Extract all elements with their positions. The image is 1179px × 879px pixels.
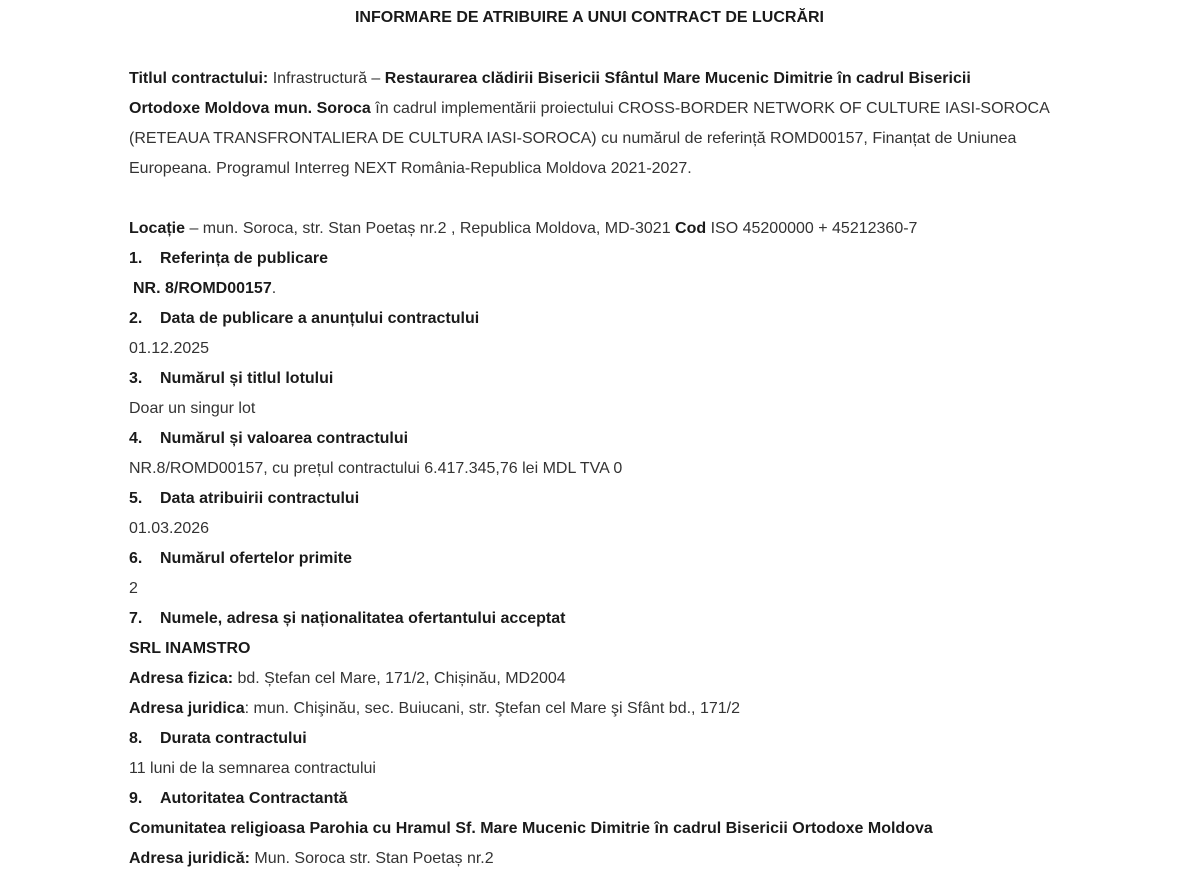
contract-type: Infrastructură – [268, 70, 385, 87]
section-7-company [129, 638, 1069, 668]
section-4-value: NR.8/ROMD00157, cu prețul contractului 6.417.345,76 lei MDL TVA 0 [129, 460, 623, 477]
section-5-heading [129, 488, 1069, 518]
document-title: INFORMARE DE ATRIBUIRE A UNUI CONTRACT DE LUCRĂRI [354, 9, 824, 26]
section-heading: Durata contractului [160, 730, 307, 747]
section-heading: Data de publicare a anunțului contractului [160, 310, 480, 327]
section-7-physical-address [129, 668, 1069, 698]
contract-title-label: Titlul contractului: [129, 70, 269, 87]
section-heading: Referința de publicare [160, 250, 329, 267]
publication-reference: NR. 8/ROMD00157 [133, 280, 272, 297]
section-8-value: 11 luni de la semnarea contractului [129, 760, 376, 777]
cod-label: Cod [675, 220, 707, 237]
legal-address-value: : mun. Chişinău, sec. Buiucani, str. Ştefan cel Mare şi Sfânt bd., 171/2 [244, 700, 740, 717]
section-number: 9. [129, 790, 143, 807]
section-number: 5. [129, 490, 143, 507]
authority-address-label: Adresa juridică: [129, 850, 250, 867]
physical-address-label: Adresa fizica: [129, 670, 234, 687]
document-body [129, 68, 1069, 878]
section-6-heading [129, 548, 1069, 578]
section-number: 7. [129, 610, 143, 627]
section-heading: Data atribuirii contractului [160, 490, 360, 507]
section-9-authority [129, 818, 1069, 848]
section-1-value [129, 278, 1069, 308]
section-number: 4. [129, 430, 143, 447]
section-number: 1. [129, 250, 143, 267]
section-9-heading [129, 788, 1069, 818]
contract-title-line-3: (RETEAUA TRANSFRONTALIERA DE CULTURA IASI-SOROCA) cu numărul de referință ROMD00157, Finanțat de Uniunea [129, 130, 1017, 147]
location-line [129, 218, 1069, 248]
legal-address-label: Adresa juridica [129, 700, 245, 717]
section-heading: Numele, adresa și naționalitatea ofertantului acceptat [160, 610, 566, 627]
contract-title-line-1 [129, 68, 1069, 98]
section-3-value: Doar un singur lot [129, 400, 256, 417]
section-heading: Numărul și titlul lotului [160, 370, 334, 387]
section-9-legal-address [129, 848, 1069, 878]
contract-title-line-2 [129, 98, 1069, 128]
physical-address-value: bd. Ștefan cel Mare, 171/2, Chișinău, MD2004 [233, 670, 566, 687]
section-4-heading [129, 428, 1069, 458]
authority-address-value: Mun. Soroca str. Stan Poetaș nr.2 [249, 850, 494, 867]
section-7-heading [129, 608, 1069, 638]
section-5-value: 01.03.2026 [129, 520, 210, 537]
contract-name-part-1: Restaurarea clădirii Bisericii Sfântul Mare Mucenic Dimitrie în cadrul Bisericii [384, 70, 971, 87]
section-6-value: 2 [129, 580, 138, 597]
section-number: 2. [129, 310, 143, 327]
section-2-value: 01.12.2025 [129, 340, 210, 357]
section-3-heading [129, 368, 1069, 398]
section-number: 6. [129, 550, 143, 567]
section-heading: Numărul și valoarea contractului [160, 430, 409, 447]
authority-name: Comunitatea religioasa Parohia cu Hramul Sf. Mare Mucenic Dimitrie în cadrul Bisericii Ortodoxe Moldova [129, 820, 933, 837]
section-8-heading [129, 728, 1069, 758]
section-number: 8. [129, 730, 143, 747]
location-label: Locație [129, 220, 186, 237]
section-heading: Numărul ofertelor primite [160, 550, 353, 567]
section-heading: Autoritatea Contractantă [160, 790, 348, 807]
section-number: 3. [129, 370, 143, 387]
section-2-heading [129, 308, 1069, 338]
section-7-legal-address [129, 698, 1069, 728]
punctuation: . [271, 280, 277, 297]
section-1-heading [129, 248, 1069, 278]
location-value: – mun. Soroca, str. Stan Poetaș nr.2 , Republica Moldova, MD-3021 [185, 220, 676, 237]
contract-name-part-2: Ortodoxe Moldova mun. Soroca [129, 100, 371, 117]
project-text: în cadrul implementării proiectului CROSS-BORDER NETWORK OF CULTURE IASI-SOROCA [370, 100, 1050, 117]
contract-title-line-4: Europeana. Programul Interreg NEXT România-Republica Moldova 2021-2027. [129, 160, 692, 177]
cod-value: ISO 45200000 + 45212360-7 [706, 220, 918, 237]
company-name: SRL INAMSTRO [129, 640, 251, 657]
